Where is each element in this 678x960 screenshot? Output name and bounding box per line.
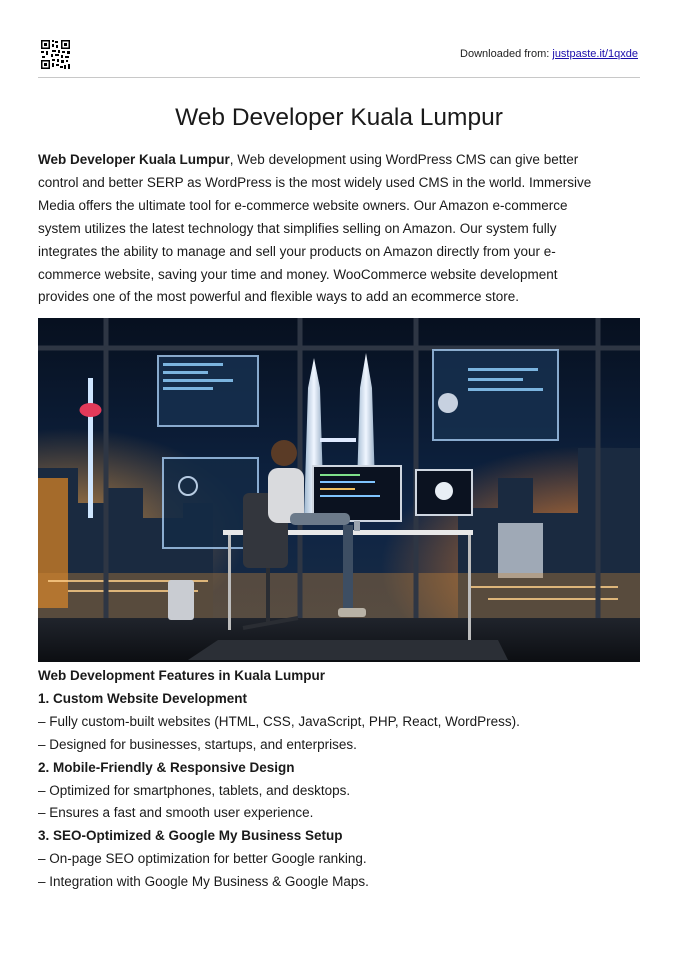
intro-line-1: , Web development using WordPress CMS can give better <box>229 152 579 167</box>
intro-lead: Web Developer Kuala Lumpur <box>38 152 230 167</box>
intro-line-2: control and better SERP as WordPress is the most widely used CMS in the world. Immersive <box>38 174 592 190</box>
feature-item: – Integration with Google My Business & Google Maps. <box>38 874 369 890</box>
feature-title-responsive-design: 2. Mobile-Friendly & Responsive Design <box>38 759 295 775</box>
hero-image <box>38 318 640 662</box>
intro-paragraph <box>38 149 642 309</box>
intro-line-7: provides one of the most powerful and flexible ways to add an ecommerce store. <box>38 289 520 305</box>
page-header <box>38 39 640 78</box>
feature-item: – Fully custom-built websites (HTML, CSS, JavaScript, PHP, React, WordPress). <box>38 713 520 729</box>
feature-item: – Optimized for smartphones, tablets, and desktops. <box>38 782 351 798</box>
intro-line-6: commerce website, saving your time and money. WooCommerce website development <box>38 266 558 282</box>
intro-line-3: Media offers the ultimate tool for e-commerce website owners. Our Amazon e-commerce <box>38 197 568 213</box>
page-title: Web Developer Kuala Lumpur <box>175 104 503 131</box>
download-source <box>460 48 638 60</box>
features-section <box>38 665 642 894</box>
intro-line-4: system utilizes the latest technology that simplifies selling on Amazon. Our system fully <box>38 220 557 236</box>
feature-item: – On-page SEO optimization for better Google ranking. <box>38 851 367 867</box>
feature-title-seo: 3. SEO-Optimized & Google My Business Setup <box>38 828 343 844</box>
downloaded-label: Downloaded from: <box>460 48 550 60</box>
feature-item: – Designed for businesses, startups, and enterprises. <box>38 736 357 752</box>
source-link[interactable]: justpaste.it/1qxde <box>552 48 638 60</box>
feature-item: – Ensures a fast and smooth user experience. <box>38 805 314 821</box>
qr-code-icon <box>40 39 71 70</box>
features-heading: Web Development Features in Kuala Lumpur <box>38 668 326 683</box>
feature-title-custom-website: 1. Custom Website Development <box>38 690 248 706</box>
intro-line-5: integrates the ability to manage and sell your products on Amazon directly from your e- <box>38 243 556 259</box>
